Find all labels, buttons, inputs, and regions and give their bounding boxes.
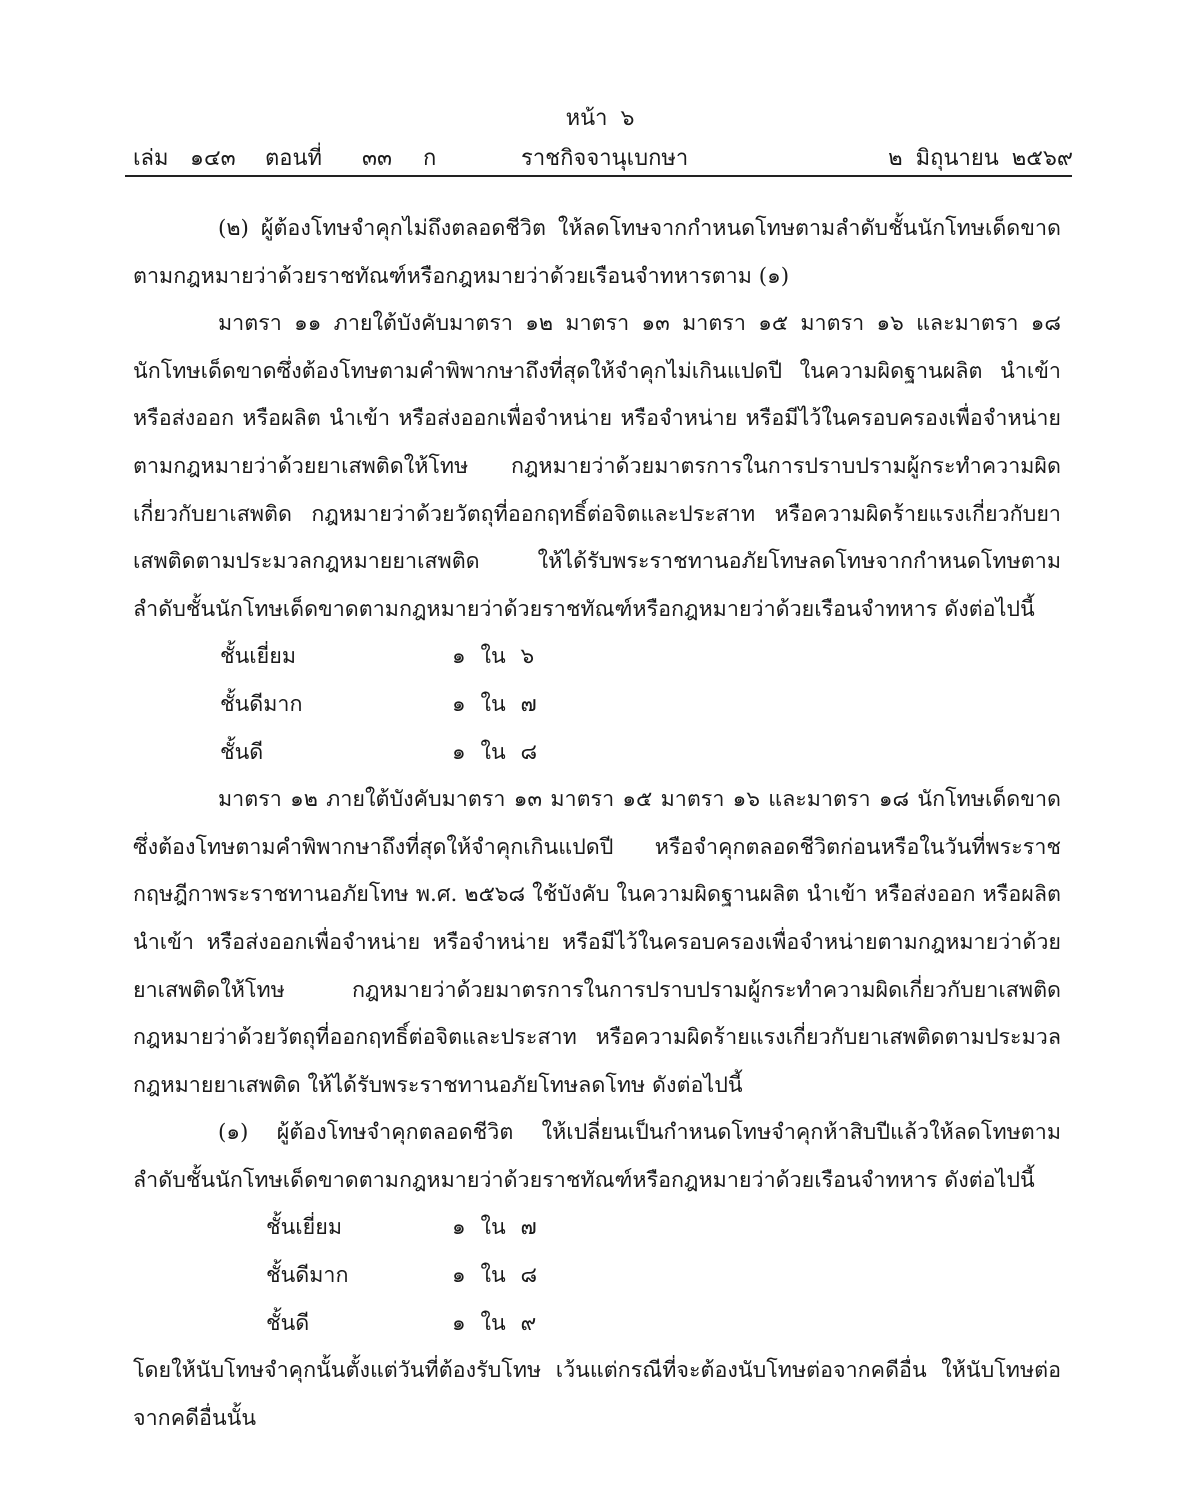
issue-number: ๓๓ — [362, 146, 393, 171]
volume-number: ๑๔๓ — [190, 146, 236, 171]
rank-name: ชั้นดีมาก — [266, 1263, 349, 1289]
rank-name: ชั้นดีมาก — [220, 691, 303, 717]
paragraph-clause-2: (๒) ผู้ต้องโทษจำคุกไม่ถึงตลอดชีวิต ให้ลดโทษจากกำหนดโทษตามลำดับชั้นนักโทษเด็ดขาดตามกฎหมายว่าด้วยราชทัณฑ์หรือกฎหมายว่าด้วยเรือนจำทหารตาม (๑) — [133, 216, 1061, 289]
rank-fraction: ๑ ใน ๘ — [452, 739, 538, 765]
rank-name: ชั้นดี — [220, 739, 264, 765]
page-number: หน้า ๖ — [565, 106, 635, 131]
table-row — [266, 1300, 537, 1348]
table-row — [266, 1252, 537, 1300]
rank-fraction: ๑ ใน ๖ — [452, 644, 535, 670]
paragraph-section-11: มาตรา ๑๑ ภายใต้บังคับมาตรา ๑๒ มาตรา ๑๓ มาตรา ๑๕ มาตรา ๑๖ และมาตรา ๑๘ นักโทษเด็ดขาดซึ่งต้องโทษตามคำพิพากษาถึงที่สุดให้จำคุกไม่เกินแปดปี ในความผิดฐานผลิต นำเข้า หรือส่งออก หรือผลิต นำเข้า หรือส่งออกเพื่อจำหน่าย หรือจำหน่าย หรือมีไว้ในครอบครองเพื่อจำหน่ายตามกฎหมายว่าด้วยยาเสพติดให้โทษ กฎหมายว่าด้วยมาตรการในการปราบปรามผู้กระทำความผิดเกี่ยวกับยาเสพติด กฎหมายว่าด้วยวัตถุที่ออกฤทธิ์ต่อจิตและประสาท หรือความผิดร้ายแรงเกี่ยวกับยาเสพติดตามประมวลกฎหมายยาเสพติด ให้ได้รับพระราชทานอภัยโทษลดโทษจากกำหนดโทษตามลำดับชั้นนักโทษเด็ดขาดตามกฎหมายว่าด้วยราชทัณฑ์หรือกฎหมายว่าด้วยเรือนจำทหาร ดังต่อไปนี้ — [133, 311, 1061, 622]
rank-fraction: ๑ ใน ๘ — [452, 1263, 538, 1289]
volume-label: เล่ม — [133, 146, 169, 171]
rank-fraction: ๑ ใน ๗ — [452, 691, 537, 717]
paragraph-clause-1: (๑) ผู้ต้องโทษจำคุกตลอดชีวิต ให้เปลี่ยนเป็นกำหนดโทษจำคุกห้าสิบปีแล้วให้ลดโทษตามลำดับชั้นนักโทษเด็ดขาดตามกฎหมายว่าด้วยราชทัณฑ์หรือกฎหมายว่าด้วยเรือนจำทหาร ดังต่อไปนี้ — [133, 1120, 1061, 1193]
rank-name: ชั้นดี — [266, 1310, 310, 1336]
rank-fraction: ๑ ใน ๗ — [452, 1215, 537, 1241]
section-letter: ก — [423, 146, 437, 171]
gazette-header — [133, 140, 1073, 172]
rank-fraction: ๑ ใน ๙ — [452, 1310, 537, 1336]
table-row — [220, 633, 537, 681]
rank-name: ชั้นเยี่ยม — [266, 1215, 343, 1241]
issue-label: ตอนที่ — [265, 146, 323, 171]
reduction-table-section-11 — [220, 633, 537, 776]
publication-date: ๒ มิถุนายน ๒๕๖๙ — [888, 146, 1073, 171]
table-row — [220, 681, 537, 729]
rank-name: ชั้นเยี่ยม — [220, 644, 297, 670]
gazette-name: ราชกิจจานุเบกษา — [521, 146, 689, 171]
document-body — [133, 205, 1061, 1442]
table-row — [220, 729, 537, 777]
paragraph-section-12: มาตรา ๑๒ ภายใต้บังคับมาตรา ๑๓ มาตรา ๑๕ มาตรา ๑๖ และมาตรา ๑๘ นักโทษเด็ดขาดซึ่งต้องโทษตามคำพิพากษาถึงที่สุดให้จำคุกเกินแปดปี หรือจำคุกตลอดชีวิตก่อนหรือในวันที่พระราชกฤษฎีกาพระราชทานอภัยโทษ พ.ศ. ๒๕๖๘ ใช้บังคับ ในความผิดฐานผลิต นำเข้า หรือส่งออก หรือผลิตนำเข้า หรือส่งออกเพื่อจำหน่าย หรือจำหน่าย หรือมีไว้ในครอบครองเพื่อจำหน่ายตามกฎหมายว่าด้วยยาเสพติดให้โทษ กฎหมายว่าด้วยมาตรการในการปราบปรามผู้กระทำความผิดเกี่ยวกับยาเสพติดกฎหมายว่าด้วยวัตถุที่ออกฤทธิ์ต่อจิตและประสาท หรือความผิดร้ายแรงเกี่ยวกับยาเสพติดตามประมวลกฎหมายยาเสพติด ให้ได้รับพระราชทานอภัยโทษลดโทษ ดังต่อไปนี้ — [133, 787, 1061, 1098]
reduction-table-clause-1 — [266, 1204, 537, 1347]
table-row — [266, 1204, 537, 1252]
header-divider — [125, 175, 1072, 177]
paragraph-sentence-counting: โดยให้นับโทษจำคุกนั้นตั้งแต่วันที่ต้องรับโทษ เว้นแต่กรณีที่จะต้องนับโทษต่อจากคดีอื่น ให้นับโทษต่อจากคดีอื่นนั้น — [133, 1358, 1061, 1431]
